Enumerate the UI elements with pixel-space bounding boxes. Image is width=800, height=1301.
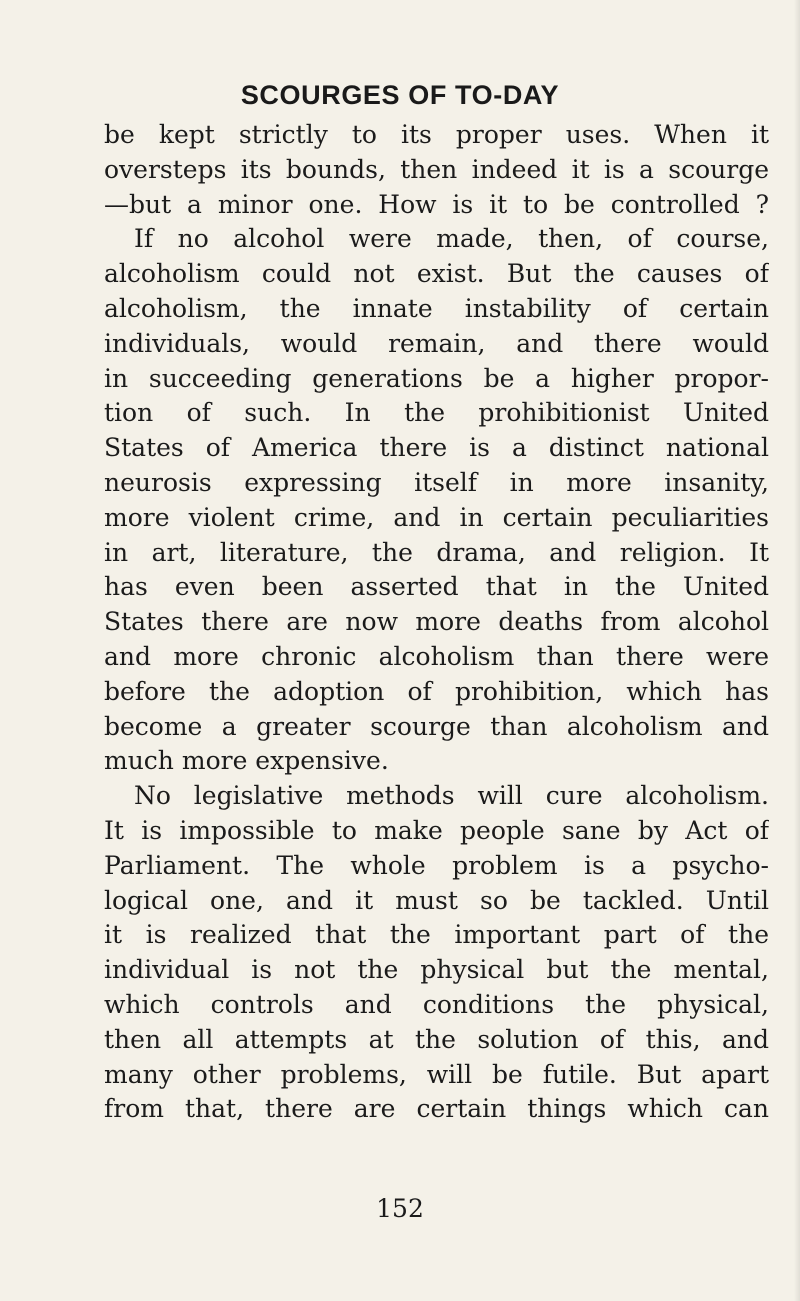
body-text <box>104 118 769 1127</box>
text-line: tion of such. In the prohibitionist United <box>104 398 769 428</box>
text-line: be kept strictly to its proper uses. When it <box>104 120 769 149</box>
text-line: individual is not the physical but the mental, <box>104 955 769 985</box>
text-line: then all attempts at the solution of this, and <box>104 1024 769 1054</box>
text-line: alcoholism could not exist. But the causes of <box>104 259 769 289</box>
text-line: States there are now more deaths from alcohol <box>104 607 769 637</box>
text-line: it is realized that the important part of the <box>104 920 769 950</box>
text-line: No legislative methods will cure alcoholism. <box>134 781 769 811</box>
text-line: logical one, and it must so be tackled. Until <box>104 885 769 915</box>
text-line: and more chronic alcoholism than there were <box>104 641 769 671</box>
text-line: from that, there are certain things which can <box>104 1094 769 1124</box>
text-line: —but a minor one. How is it to be controlled ? <box>104 189 769 219</box>
text-line: many other problems, will be futile. But apart <box>104 1059 769 1089</box>
text-line: more violent crime, and in certain peculiarities <box>104 502 769 532</box>
page-edge-shadow <box>794 0 800 1301</box>
text-line: Parliament. The whole problem is a psycho- <box>104 850 769 880</box>
text-line: much more expensive. <box>104 746 389 776</box>
text-line: States of America there is a distinct national <box>104 433 769 463</box>
text-line: in succeeding generations be a higher propor- <box>104 363 769 393</box>
text-line: neurosis expressing itself in more insanity, <box>104 467 769 497</box>
text-line: become a greater scourge than alcoholism and <box>104 711 769 741</box>
text-line: It is impossible to make people sane by Act of <box>104 815 769 845</box>
page-number: 152 <box>376 1194 424 1223</box>
text-line: which controls and conditions the physical, <box>104 989 769 1019</box>
text-line: has even been asserted that in the United <box>104 572 769 602</box>
text-line: individuals, would remain, and there would <box>104 328 769 358</box>
running-head: SCOURGES OF TO-DAY <box>240 80 560 110</box>
text-line: before the adoption of prohibition, which has <box>104 676 769 706</box>
text-line: in art, literature, the drama, and religion. It <box>104 537 769 567</box>
text-line: oversteps its bounds, then indeed it is a scourge <box>104 154 769 184</box>
text-line: alcoholism, the innate instability of certain <box>104 293 769 323</box>
text-line: If no alcohol were made, then, of course, <box>134 224 769 254</box>
